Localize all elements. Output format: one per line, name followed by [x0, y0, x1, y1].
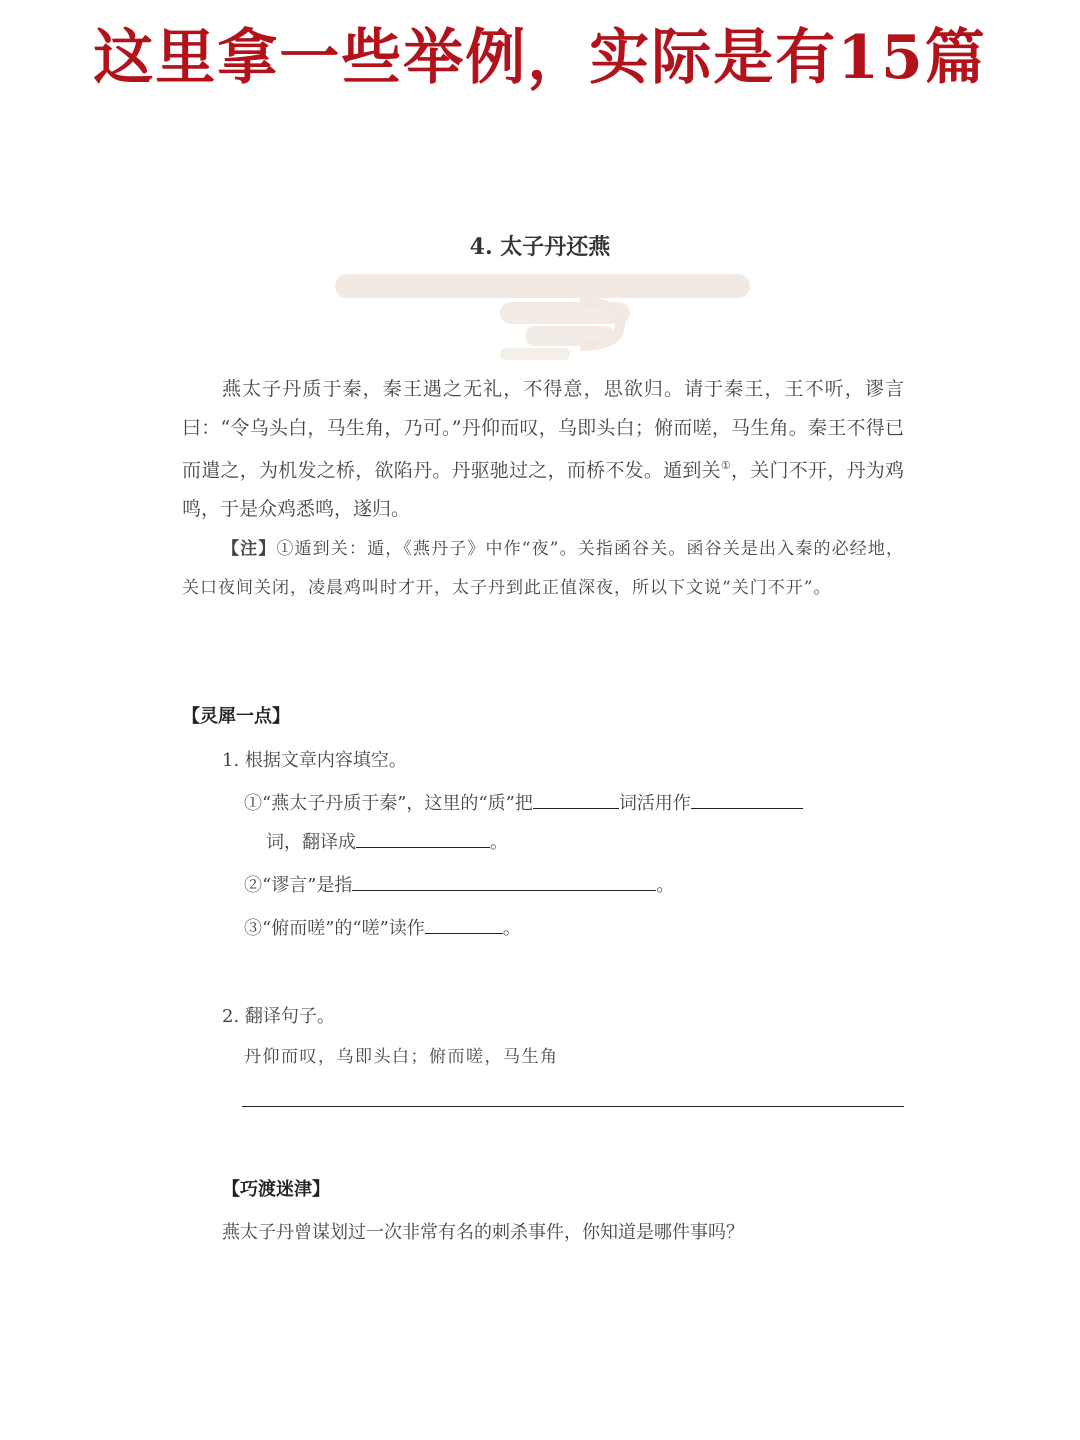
- section-label-qiaodu: 【巧渡迷津】: [222, 1179, 330, 1200]
- passage-text-end: ，关门不开，丹为鸡鸣，于是众鸡悉鸣，遂归。: [182, 459, 904, 520]
- translate-sentence: 丹仰而叹，乌即头白；俯而嗟，马生角: [244, 1047, 559, 1067]
- item1-end: 。: [490, 832, 508, 853]
- question-2-prompt: 2. 翻译句子。: [222, 1006, 335, 1027]
- item2-end: 。: [656, 875, 675, 896]
- blank-field[interactable]: [425, 915, 503, 934]
- blank-field[interactable]: [533, 790, 619, 809]
- question-1-prompt: 1. 根据文章内容填空。: [222, 750, 407, 771]
- question-1-item-2: [244, 871, 674, 897]
- item1-text-a: ①“燕太子丹质于秦”，这里的“质”把: [244, 793, 533, 814]
- section-2-question: 燕太子丹曾谋划过一次非常有名的刺杀事件，你知道是哪件事吗？: [222, 1222, 744, 1243]
- item3-end: 。: [502, 918, 521, 939]
- item3-text: ③“俯而嗟”的“嗟”读作: [244, 918, 425, 939]
- passage-text-part: 燕太子丹质于秦，秦王遇之无礼，不得意，思欲归。请于秦王，王不听，谬言曰：“令乌头白，马生角，乃可。”丹仰而叹，乌即头白；俯而嗟，马生角。秦王不得已而遣之，为机发之桥，欲陷丹。丹驱驰过之，而桥不发。遁到关: [182, 378, 904, 482]
- passage-text: [182, 370, 904, 528]
- item1-text-c: 词，翻译成: [266, 832, 356, 853]
- annotation-note: [182, 530, 904, 607]
- footnote-marker: ①: [720, 459, 731, 472]
- blank-field[interactable]: [356, 829, 490, 848]
- cloud-decoration-icon: [330, 268, 750, 368]
- question-1-item-1-cont: [266, 828, 508, 854]
- blank-field[interactable]: [691, 790, 803, 809]
- item2-text: ②“谬言”是指: [244, 875, 353, 896]
- item1-text-b: 词活用作: [618, 793, 691, 814]
- note-text: ①遁到关：遁，《燕丹子》中作“夜”。关指函谷关。函谷关是出入秦的必经地，关口夜间关闭，凌晨鸡叫时才开，太子丹到此正值深夜，所以下文说“关门不开”。: [182, 539, 904, 598]
- section-label-lingxi: 【灵犀一点】: [182, 706, 290, 727]
- page-title: 4. 太子丹还燕: [469, 234, 611, 260]
- note-label: 【注】: [222, 539, 277, 559]
- banner-heading: 这里拿一些举例，实际是有15篇: [93, 23, 987, 93]
- question-1-item-3: [244, 914, 521, 940]
- blank-field[interactable]: [352, 872, 656, 891]
- question-1-item-1: [244, 789, 803, 815]
- answer-line[interactable]: [242, 1106, 904, 1107]
